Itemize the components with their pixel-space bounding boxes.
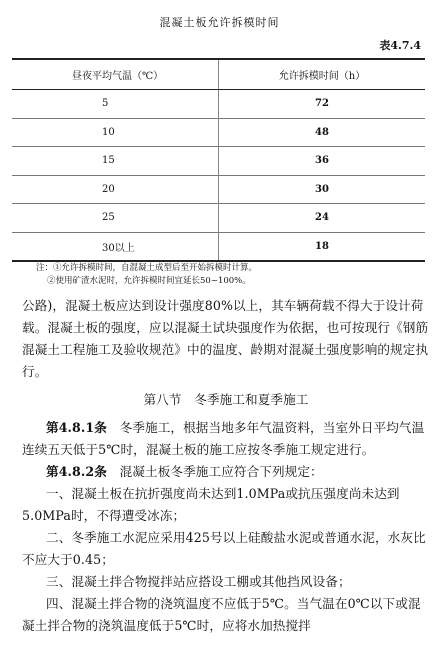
table-row	[12, 232, 425, 261]
cell-hours: 18	[219, 232, 426, 261]
list-item: 一、混凝土板在抗折强度尚未达到1.0MPa或抗压强度尚未达到5.0MPa时，不得遭受冰冻；	[22, 486, 400, 523]
header-hours: 允许拆模时间（h）	[219, 59, 426, 90]
paragraph: 公路)，混凝土板应达到设计强度80%以上，其车辆荷载不得大于设计荷载。混凝土板的强度，应以混凝土试块强度作为依据，也可按现行《钢筋混凝土工程施工及验收规范》中的温度、龄期对混凝土强度影响的规定执行。	[22, 298, 429, 379]
header-temperature: 昼夜平均气温（℃）	[12, 59, 219, 90]
list-item: 三、混凝土拌合物搅拌站应搭设工棚或其他挡风设备；	[46, 574, 351, 589]
cell-temp: 20	[12, 175, 219, 204]
table-note: 注：①允许拆模时间，自混凝土成型后至开始拆模时计算。	[36, 263, 258, 273]
cell-temp: 5	[12, 90, 219, 119]
cell-temp: 10	[12, 118, 219, 147]
article-text: 混凝土板冬季施工应符合下列规定：	[106, 464, 323, 479]
cell-hours: 72	[219, 90, 426, 119]
cell-hours: 30	[219, 175, 426, 204]
cell-temp: 30以上	[12, 232, 219, 261]
table-title: 混凝土板允许拆模时间	[159, 16, 280, 29]
cell-hours: 24	[219, 204, 426, 233]
table-row	[12, 90, 425, 119]
table-row	[12, 204, 425, 233]
demolding-time-table	[12, 58, 425, 262]
article-text: 冬季施工，根据当地多年气温资料，当室外日平均气温连续五天低于5℃时，混凝土板的施工应按冬季施工规定进行。	[22, 420, 425, 457]
cell-temp: 15	[12, 147, 219, 176]
table-row	[12, 175, 425, 204]
section-title: 第八节 冬季施工和夏季施工	[143, 392, 309, 407]
cell-hours: 36	[219, 147, 426, 176]
table-number: 表4.7.4	[379, 39, 421, 52]
table-notes	[36, 262, 257, 288]
cell-temp: 25	[12, 204, 219, 233]
article-4-8-2	[22, 461, 430, 483]
article-4-8-1	[22, 417, 430, 461]
list-item: 四、混凝土拌合物的浇筑温度不应低于5℃。当气温在0℃以下或混凝土拌合物的浇筑温度低于5℃时，应将水加热搅拌	[22, 596, 421, 633]
table-note: ②使用矿渣水泥时，允许拆模时间宜延长50~100%。	[47, 276, 251, 286]
table-header-row	[12, 59, 425, 90]
cell-hours: 48	[219, 118, 426, 147]
body-text	[22, 295, 430, 637]
table-row	[12, 118, 425, 147]
article-label: 第4.8.1条	[46, 420, 107, 435]
list-item: 二、冬季施工水泥应采用425号以上硅酸盐水泥或普通水泥，水灰比不应大于0.45；	[22, 530, 426, 567]
article-label: 第4.8.2条	[46, 464, 107, 479]
table-row	[12, 147, 425, 176]
